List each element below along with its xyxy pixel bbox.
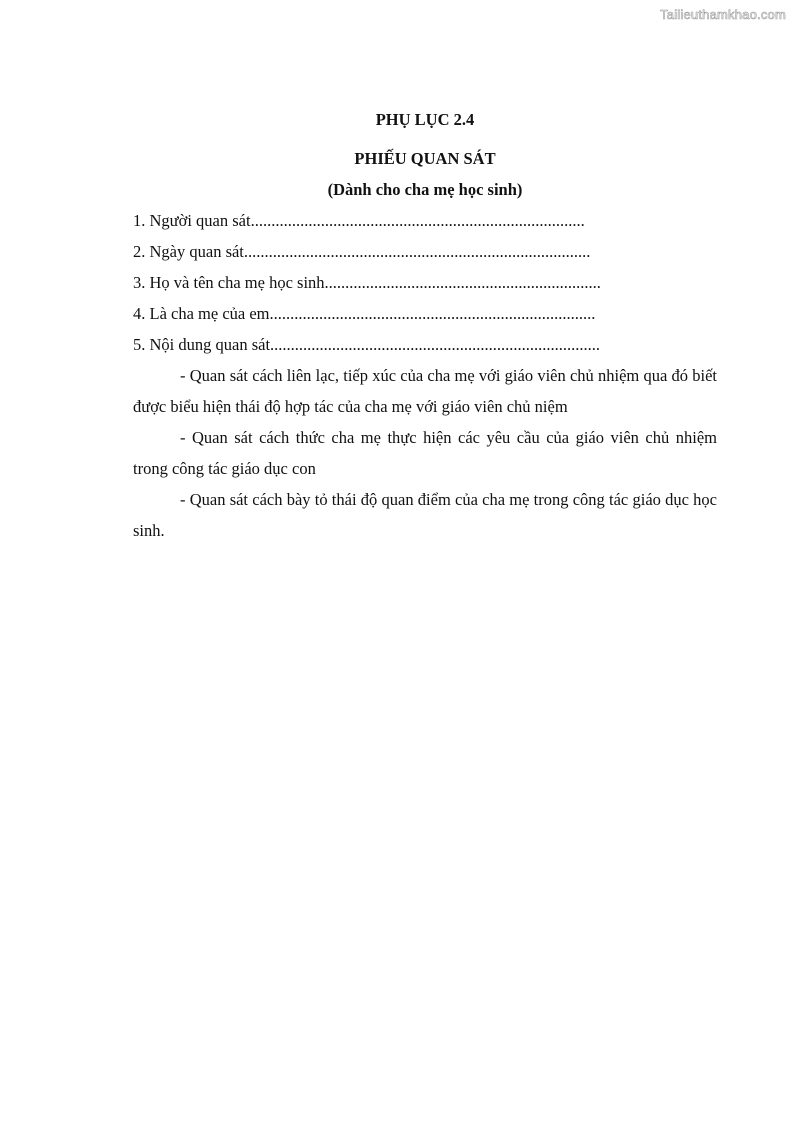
field-parent-name: 3. Họ và tên cha mẹ học sinh................................................................... — [133, 273, 601, 292]
observation-item: - Quan sát cách bày tỏ thái độ quan điểm của cha mẹ trong công tác giáo dục học sinh. — [133, 490, 717, 540]
document-page — [133, 104, 717, 546]
field-parent-of: 4. Là cha mẹ của em............................................................................... — [133, 304, 596, 323]
field-observer: 1. Người quan sát................................................................................. — [133, 211, 585, 230]
field-observation-content: 5. Nội dung quan sát................................................................................ — [133, 335, 601, 354]
watermark-text: Tailieuthamkhao.com — [660, 7, 786, 22]
observation-item: - Quan sát cách thức cha mẹ thực hiện các yêu cầu của giáo viên chủ nhiệm trong công tác giáo dục con — [133, 428, 717, 478]
form-title: PHIẾU QUAN SÁT — [354, 149, 496, 168]
field-observation-date: 2. Ngày quan sát.................................................................................... — [133, 242, 591, 261]
appendix-title: PHỤ LỤC 2.4 — [375, 110, 475, 129]
form-subtitle: (Dành cho cha mẹ học sinh) — [327, 180, 523, 199]
observation-item: - Quan sát cách liên lạc, tiếp xúc của cha mẹ với giáo viên chủ nhiệm qua đó biết được biểu hiện thái độ hợp tác của cha mẹ với giáo viên chủ niệm — [133, 366, 717, 416]
